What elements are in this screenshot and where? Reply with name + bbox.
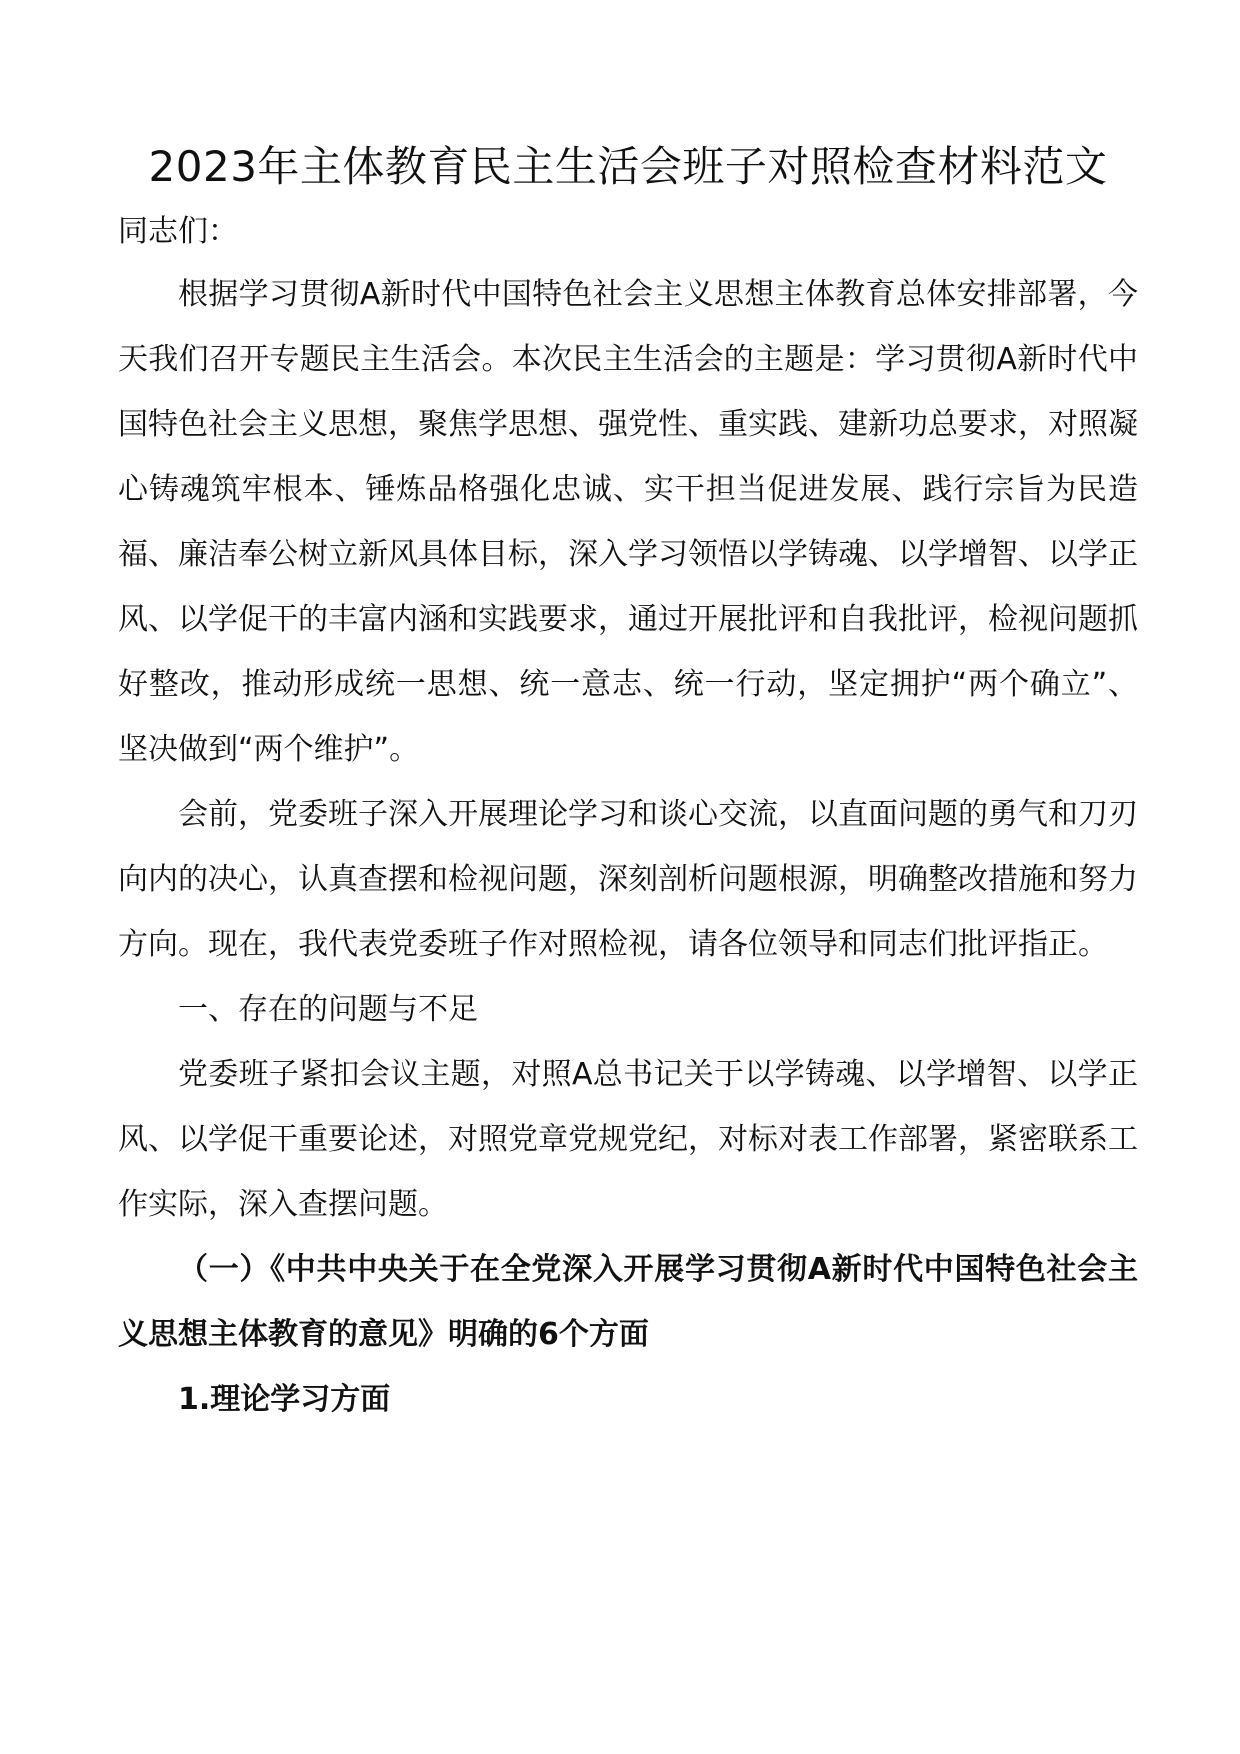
document-page — [118, 138, 1138, 1432]
section-heading-problems: 一、存在的问题与不足 — [178, 992, 478, 1027]
item-heading-theory-study: 1.理论学习方面 — [178, 1382, 391, 1417]
paragraph-preparation: 会前，党委班子深入开展理论学习和谈心交流，以直面问题的勇气和刀刃向内的决心，认真查摆和检视问题，深刻剖析问题根源，明确整改措施和努力方向。现在，我代表党委班子作对照检视，请各位领导和同志们批评指正。 — [118, 797, 1138, 962]
document-title: 2023年主体教育民主生活会班子对照检查材料范文 — [148, 142, 1108, 191]
greeting: 同志们： — [118, 214, 238, 249]
subsection-heading-six-aspects: （一）《中共中央关于在全党深入开展学习贯彻A新时代中国特色社会主义思想主体教育的意见》明确的6个方面 — [118, 1252, 1138, 1352]
paragraph-intro: 根据学习贯彻A新时代中国特色社会主义思想主体教育总体安排部署，今天我们召开专题民主生活会。本次民主生活会的主题是：学习贯彻A新时代中国特色社会主义思想，聚焦学思想、强党性、重实践、建新功总要求，对照凝心铸魂筑牢根本、锤炼品格强化忠诚、实干担当促进发展、践行宗旨为民造福、廉洁奉公树立新风具体目标，深入学习领悟以学铸魂、以学增智、以学正风、以学促干的丰富内涵和实践要求，通过开展批评和自我批评，检视问题抓好整改，推动形成统一思想、统一意志、统一行动，坚定拥护“两个确立”、坚决做到“两个维护”。 — [118, 277, 1138, 767]
paragraph-problems-intro: 党委班子紧扣会议主题，对照A总书记关于以学铸魂、以学增智、以学正风、以学促干重要论述，对照党章党规党纪，对标对表工作部署，紧密联系工作实际，深入查摆问题。 — [118, 1057, 1138, 1222]
